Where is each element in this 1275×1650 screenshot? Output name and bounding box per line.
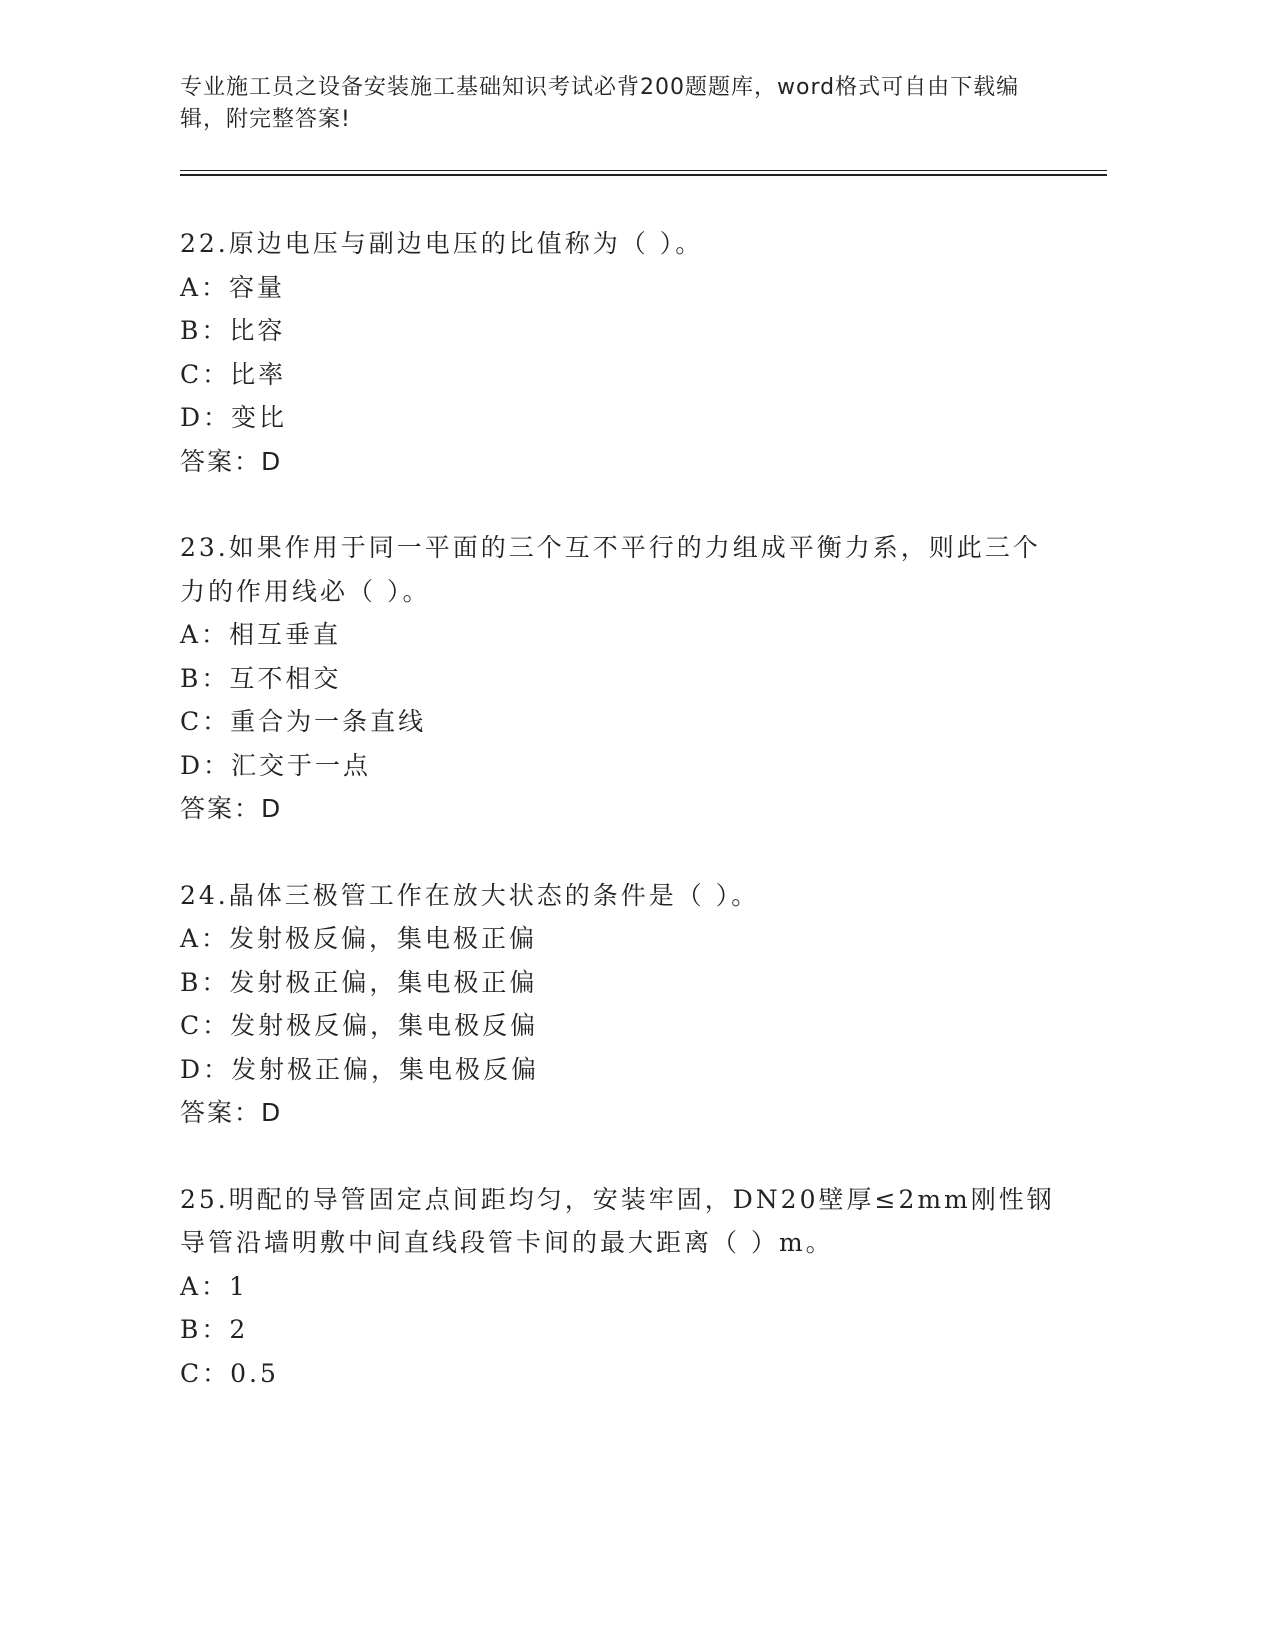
question-stem: 25.明配的导管固定点间距均匀，安装牢固，DN20壁厚≤2mm刚性钢导管沿墙明敷中间直线段管卡间的最大距离（ ）m。: [180, 1184, 1055, 1257]
option-b: B：互不相交: [180, 663, 342, 693]
question-stem: 24.晶体三极管工作在放大状态的条件是（ ）。: [180, 880, 760, 910]
answer-line: 答案：D: [180, 1098, 283, 1127]
option-c: C：0.5: [180, 1358, 279, 1388]
question-22: [180, 222, 1060, 483]
question-23: [180, 526, 1060, 831]
document-header: 专业施工员之设备安装施工基础知识考试必背200题题库，word格式可自由下载编辑，附完整答案!: [180, 75, 1020, 132]
header-divider-top: [180, 170, 1107, 171]
header-divider-bottom: [180, 174, 1107, 176]
option-c: C：比率: [180, 359, 287, 389]
option-a: A：发射极反偏，集电极正偏: [180, 924, 538, 953]
option-d: D：汇交于一点: [180, 750, 372, 780]
option-a: A：容量: [180, 272, 286, 302]
option-b: B：2: [180, 1315, 249, 1344]
question-24: [180, 874, 1060, 1135]
question-stem: 22.原边电压与副边电压的比值称为（ ）。: [180, 229, 704, 258]
option-b: B：发射极正偏，集电极正偏: [180, 967, 538, 997]
option-b: B：比容: [180, 316, 286, 345]
answer-line: 答案：D: [180, 794, 283, 823]
question-stem: 23.如果作用于同一平面的三个互不平行的力组成平衡力系，则此三个力的作用线必（ ）。: [180, 533, 1041, 606]
option-d: D：变比: [180, 403, 288, 432]
option-a: A：相互垂直: [180, 620, 342, 649]
option-a: A：1: [180, 1271, 248, 1301]
option-d: D：发射极正偏，集电极反偏: [180, 1054, 540, 1084]
option-c: C：重合为一条直线: [180, 707, 427, 736]
option-c: C：发射极反偏，集电极反偏: [180, 1011, 539, 1040]
question-25: [180, 1178, 1060, 1396]
answer-line: 答案：D: [180, 446, 283, 476]
question-list: [180, 222, 1060, 1438]
